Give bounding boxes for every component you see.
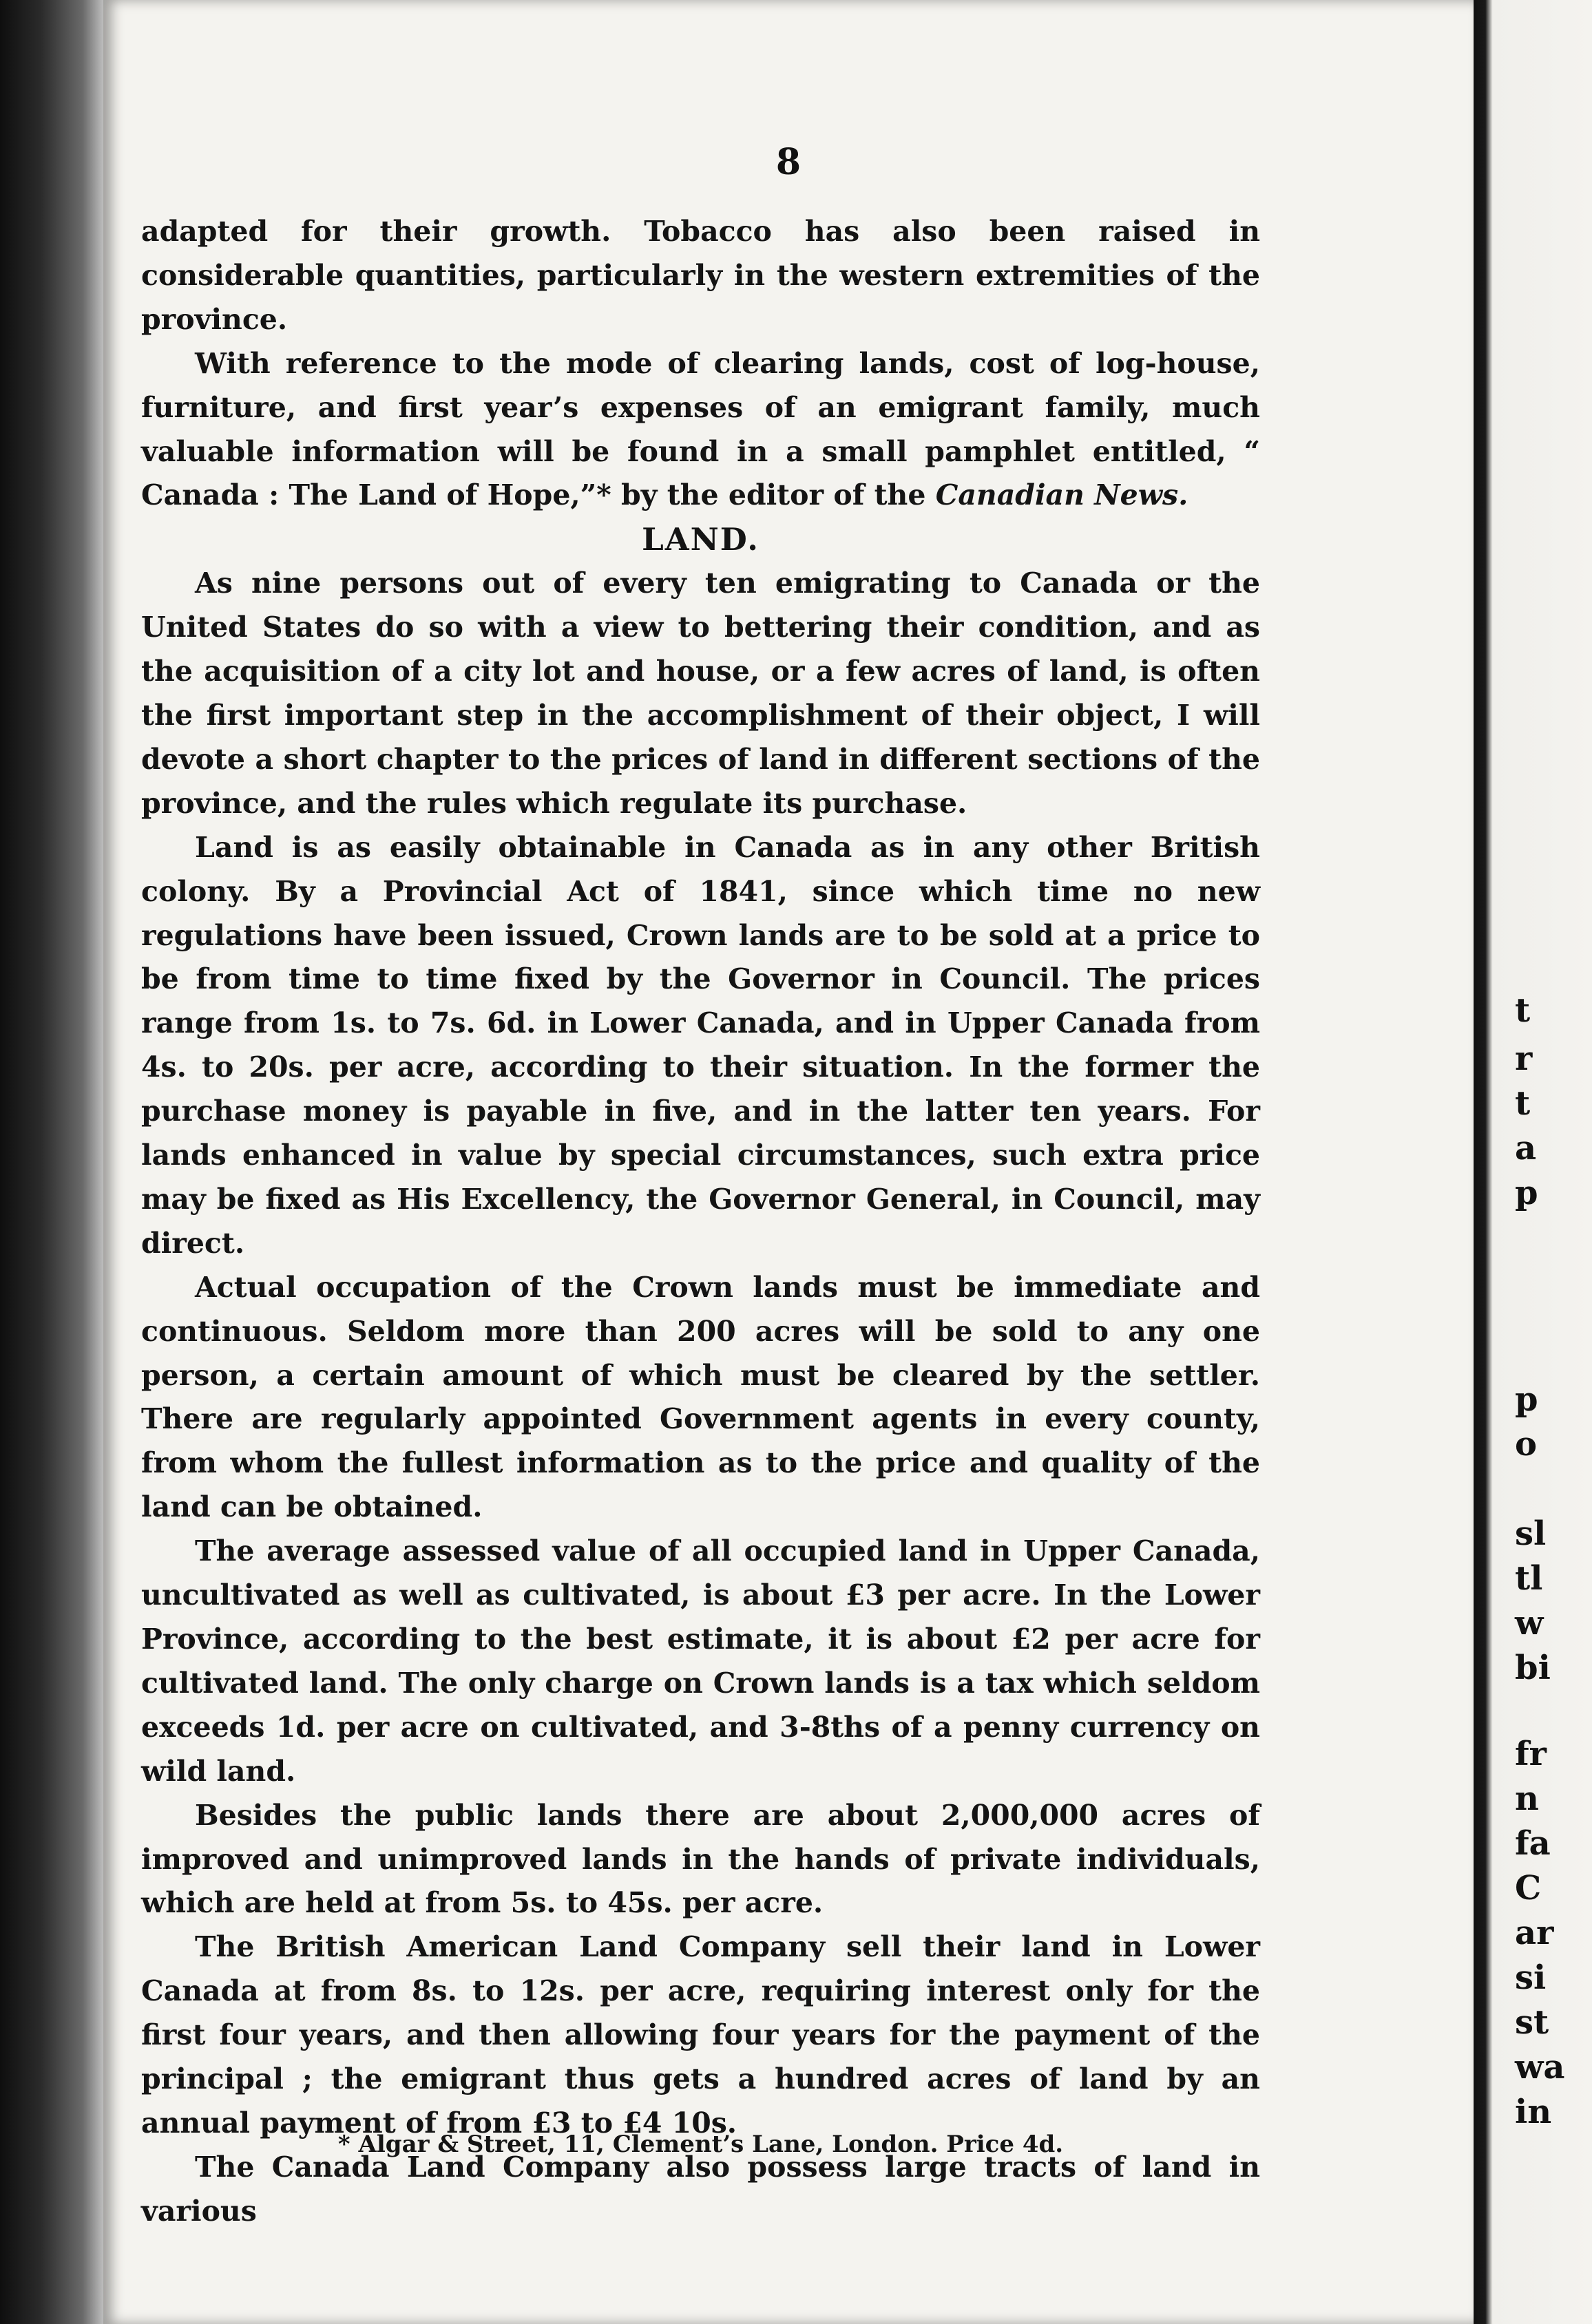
adjacent-fragment: w: [1515, 1604, 1544, 1642]
adjacent-page-edge: [1474, 0, 1592, 2324]
paragraph-continuation: adapted for their growth. Tobacco has also been raised in considerable quantities, particularly in the western extremities of the province.: [141, 215, 1260, 336]
paragraph-crown-lands: Land is as easily obtainable in Canada as in any other British colony. By a Provincial Act of 1841, since which time no new regulations have been issued, Crown lands are to be sold at a price to be from time to time fixed by the Governor in Council. The prices range from 1s. to 7s. 6d. in Lower Canada, and in Upper Canada from 4s. to 20s. per acre, according to their situation. In the former the purchase money is payable in five, and in the latter ten years. For lands enhanced in value by special circumstances, such extra price may be fixed as His Excellency, the Governor General, in Council, may direct.: [141, 830, 1260, 1260]
adjacent-fragment: bi: [1515, 1649, 1551, 1687]
body-text: [141, 210, 1260, 2234]
adjacent-fragment: fa: [1515, 1824, 1551, 1863]
paragraph-occupation: Actual occupation of the Crown lands must be immediate and continuous. Seldom more than 200 acres will be sold to any one person, a certain amount of which must be cleared by the settler. There are regularly appointed Government agents in every county, from whom the fullest information as to the price and quality of the land can be obtained.: [141, 1270, 1260, 1524]
adjacent-fragment: fr: [1515, 1735, 1547, 1773]
section-heading: LAND.: [642, 521, 760, 558]
page-number: 8: [775, 141, 802, 183]
paragraph-canada-company: The Canada Land Company also possess large tracts of land in various: [141, 2150, 1260, 2228]
paragraph-intro: As nine persons out of every ten emigrating to Canada or the United States do so with a view to bettering their condition, and as the acquisition of a city lot and house, or a few acres of land, is often the first important step in the accomplishment of their object, I will devote a short chapter to the prices of land in different sections of the province, and the rules which regulate its purchase.: [141, 567, 1260, 820]
adjacent-fragment: t: [1515, 1084, 1531, 1123]
adjacent-fragment: si: [1515, 1958, 1547, 1997]
paragraph-clearing-lands: [141, 342, 1260, 518]
adjacent-fragment: in: [1515, 2093, 1552, 2131]
adjacent-fragment: sl: [1515, 1514, 1547, 1553]
adjacent-fragment: ar: [1515, 1914, 1554, 1952]
adjacent-fragment: r: [1515, 1039, 1533, 1078]
adjacent-fragment: p: [1515, 1174, 1538, 1212]
footnote: * Algar & Street, 11, Clement’s Lane, London. Price 4d.: [337, 2131, 1064, 2158]
adjacent-fragment: wa: [1515, 2048, 1565, 2087]
adjacent-fragment: p: [1515, 1380, 1538, 1419]
paragraph-text: With reference to the mode of clearing lands, cost of log-house, furniture, and first year’s expenses of an emigrant family, much valuable information will be found in a small pamphlet entitled, “ Canada : The Land of Hope,”* by the editor of the: [141, 346, 1260, 512]
adjacent-fragment: st: [1515, 2003, 1549, 2042]
adjacent-fragment: a: [1515, 1129, 1537, 1168]
adjacent-fragment: tl: [1515, 1559, 1543, 1598]
publication-title: Canadian News.: [935, 478, 1188, 512]
adjacent-fragment: t: [1515, 991, 1531, 1030]
paragraph-private-lands: Besides the public lands there are about 2,000,000 acres of improved and unimproved lands in the hands of private individuals, which are held at from 5s. to 45s. per acre.: [141, 1798, 1260, 1920]
adjacent-fragment: C: [1515, 1869, 1542, 1908]
adjacent-fragment: n: [1515, 1779, 1539, 1818]
paragraph-assessed-value: The average assessed value of all occupied land in Upper Canada, uncultivated as well as cultivated, is about £3 per acre. In the Lower Province, according to the best estimate, it is about £2 per acre for cultivated land. The only charge on Crown lands is a tax which seldom exceeds 1d. per acre on cultivated, and 3-8ths of a penny currency on wild land.: [141, 1534, 1260, 1788]
paragraph-british-american-company: The British American Land Company sell their land in Lower Canada at from 8s. to 12s. per acre, requiring interest only for the first four years, and then allowing four years for the payment of the principal ; the emigrant thus gets a hundred acres of land by an annual payment of from £3 to £4 10s.: [141, 1930, 1260, 2140]
book-spine-shadow: [0, 0, 103, 2324]
adjacent-fragment: o: [1515, 1425, 1538, 1464]
